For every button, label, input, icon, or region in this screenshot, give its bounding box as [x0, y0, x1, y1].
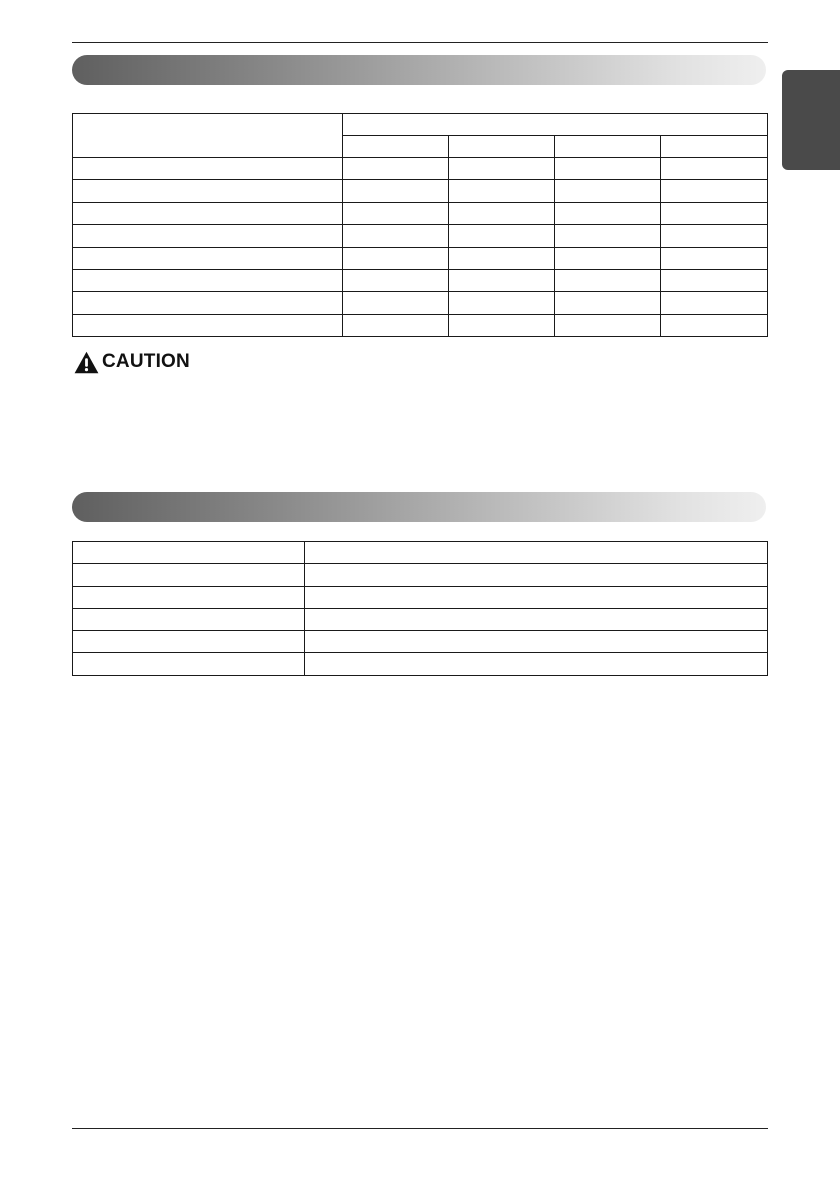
spec-cell: [661, 158, 768, 180]
info-value: [305, 653, 768, 675]
table-row: [73, 269, 768, 291]
spec-subheader-cell: [555, 136, 661, 158]
spec-cell: [449, 292, 555, 314]
spec-cell: [343, 180, 449, 202]
spec-cell: [449, 158, 555, 180]
table-row: [73, 225, 768, 247]
table-row: [73, 158, 768, 180]
info-value: [305, 586, 768, 608]
info-label: [73, 608, 305, 630]
spec-cell: [661, 225, 768, 247]
spec-cell: [343, 247, 449, 269]
info-value: [305, 631, 768, 653]
spec-row-label: [73, 269, 343, 291]
info-value: [305, 542, 768, 564]
spec-header-corner: [73, 114, 343, 158]
spec-cell: [661, 292, 768, 314]
spec-cell: [449, 180, 555, 202]
spec-cell: [555, 292, 661, 314]
spec-cell: [343, 314, 449, 336]
spec-cell: [555, 225, 661, 247]
spec-cell: [343, 292, 449, 314]
spec-subheader-cell: [661, 136, 768, 158]
spec-table: [72, 113, 768, 337]
spec-cell: [661, 247, 768, 269]
spec-cell: [449, 202, 555, 224]
spec-subheader-cell: [449, 136, 555, 158]
spec-subheader-cell: [343, 136, 449, 158]
spec-cell: [555, 180, 661, 202]
table-row: [73, 314, 768, 336]
info-value: [305, 564, 768, 586]
spec-cell: [449, 247, 555, 269]
spec-row-label: [73, 202, 343, 224]
spec-cell: [555, 247, 661, 269]
info-label: [73, 631, 305, 653]
footer-rule: [72, 1128, 768, 1129]
table-row: [73, 586, 768, 608]
warning-triangle-icon: [74, 351, 99, 374]
spec-cell: [555, 158, 661, 180]
section-bar-2: [72, 492, 766, 522]
spec-header-row: [73, 114, 768, 136]
spec-cell: [343, 202, 449, 224]
spec-row-label: [73, 180, 343, 202]
info-label: [73, 564, 305, 586]
table-row: [73, 542, 768, 564]
spec-row-label: [73, 225, 343, 247]
spec-row-label: [73, 292, 343, 314]
caution-body-text: [74, 382, 766, 472]
info-table: [72, 541, 768, 676]
spec-cell: [343, 225, 449, 247]
header-rule: [72, 42, 768, 43]
table-row: [73, 292, 768, 314]
spec-cell: [661, 180, 768, 202]
spec-cell: [555, 202, 661, 224]
spec-header-group: [343, 114, 768, 136]
table-row: [73, 247, 768, 269]
table-row: [73, 631, 768, 653]
table-row: [73, 202, 768, 224]
section-bar-1: [72, 55, 766, 85]
spec-cell: [661, 202, 768, 224]
spec-cell: [449, 314, 555, 336]
spec-cell: [449, 225, 555, 247]
language-side-tab: [782, 70, 840, 170]
spec-row-label: [73, 158, 343, 180]
info-label: [73, 586, 305, 608]
table-row: [73, 653, 768, 675]
caution-heading: [74, 349, 190, 375]
info-label: [73, 653, 305, 675]
info-value: [305, 608, 768, 630]
spec-row-label: [73, 314, 343, 336]
spec-cell: [661, 269, 768, 291]
table-row: [73, 564, 768, 586]
table-row: [73, 608, 768, 630]
spec-cell: [555, 314, 661, 336]
table-row: [73, 180, 768, 202]
spec-cell: [343, 269, 449, 291]
spec-cell: [449, 269, 555, 291]
info-label: [73, 542, 305, 564]
spec-cell: [343, 158, 449, 180]
spec-cell: [661, 314, 768, 336]
spec-row-label: [73, 247, 343, 269]
spec-cell: [555, 269, 661, 291]
caution-label: CAUTION: [102, 351, 190, 372]
